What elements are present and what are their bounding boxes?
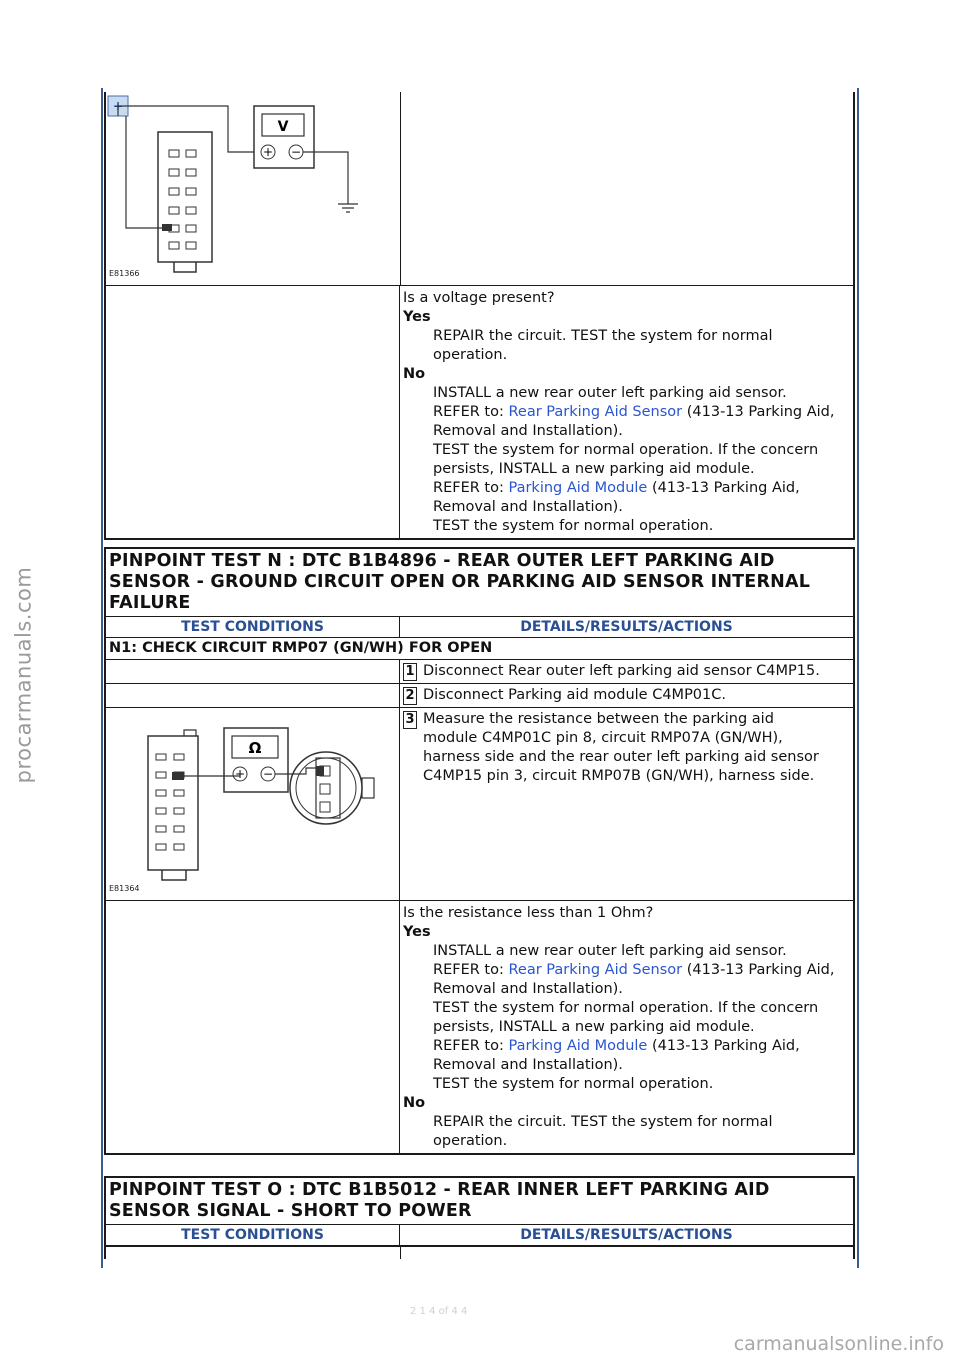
- no-action-line: TEST the system for normal operation. If the concern persists, INSTALL a new parking aid module.: [433, 442, 819, 477]
- yes-action-line: TEST the system for normal operation.: [433, 1076, 714, 1092]
- yes-action-line: INSTALL a new rear outer left parking aid sensor.: [433, 943, 787, 959]
- step-number: 3: [403, 711, 417, 729]
- voltage-figure-cell: [106, 92, 401, 285]
- no-action: REPAIR the circuit. TEST the system for normal operation.: [433, 1114, 773, 1149]
- side-watermark: procarmanuals.com: [11, 566, 36, 784]
- resistance-question: Is the resistance less than 1 Ohm?: [403, 905, 654, 921]
- bottom-watermark: carmanualsonline.info: [733, 1333, 944, 1355]
- refer-line: REFER to: Rear Parking Aid Sensor (413-13 Parking Aid, Removal and Installation).: [433, 962, 835, 997]
- parking-aid-module-link[interactable]: Parking Aid Module: [508, 1038, 648, 1054]
- refer-line: REFER to: Rear Parking Aid Sensor (413-13 Parking Aid, Removal and Installation).: [433, 404, 835, 439]
- pinpoint-test-o-table: [104, 1176, 855, 1259]
- refer-line: REFER to: Parking Aid Module (413-13 Parking Aid, Removal and Installation).: [433, 1038, 800, 1073]
- rear-parking-aid-sensor-link[interactable]: Rear Parking Aid Sensor: [508, 962, 683, 978]
- voltage-figure-row: [106, 92, 853, 286]
- yes-action-line: TEST the system for normal operation. If the concern persists, INSTALL a new parking aid module.: [433, 1000, 819, 1035]
- no-action-line: TEST the system for normal operation.: [433, 518, 714, 534]
- step-text: Disconnect Parking aid module C4MP01C.: [423, 687, 726, 703]
- column-headers: [106, 1225, 853, 1247]
- no-action-line: INSTALL a new rear outer left parking aid sensor.: [433, 385, 787, 401]
- step-text: Measure the resistance between the parking aid module C4MP01C pin 8, circuit RMP07A (GN/WH), harness side and the rear outer left parking aid sensor C4MP15 pin 3, circuit RMP07B (GN/WH), harness side.: [423, 711, 819, 784]
- frame-right-line: [857, 88, 859, 1268]
- column-headers: [106, 617, 853, 638]
- pinpoint-test-o-title: PINPOINT TEST O : DTC B1B5012 - REAR INNER LEFT PARKING AID SENSOR SIGNAL - SHORT TO POWER: [106, 1178, 853, 1225]
- yes-action: REPAIR the circuit. TEST the system for normal operation.: [433, 328, 773, 363]
- col-details-results-actions: DETAILS/RESULTS/ACTIONS: [520, 1227, 733, 1243]
- rear-parking-aid-sensor-link[interactable]: Rear Parking Aid Sensor: [508, 404, 683, 420]
- step-text: Disconnect Rear outer left parking aid sensor C4MP15.: [423, 663, 820, 679]
- col-details-results-actions: DETAILS/RESULTS/ACTIONS: [520, 619, 733, 635]
- ohmmeter-figure-cell: [106, 708, 400, 900]
- resistance-result-row: [106, 901, 853, 1153]
- svg-text:Ω: Ω: [248, 739, 262, 757]
- voltmeter-wiring-diagram: [106, 92, 398, 284]
- ohmmeter-wiring-diagram: [106, 708, 398, 898]
- svg-text:V: V: [277, 119, 289, 135]
- parking-aid-module-link[interactable]: Parking Aid Module: [508, 480, 648, 496]
- voltage-question: Is a voltage present?: [403, 290, 555, 306]
- frame-left-line: [101, 88, 103, 1268]
- step-number: 2: [403, 687, 417, 705]
- voltage-result-cell: [400, 286, 853, 538]
- resistance-result-cell: [400, 901, 853, 1153]
- voltage-check-table: [104, 92, 855, 540]
- svg-text:−: −: [262, 767, 274, 781]
- voltage-result-row: [106, 286, 853, 538]
- figure-code: E81366: [109, 269, 140, 278]
- page-number: 2 1 4 of 4 4: [410, 1306, 468, 1317]
- svg-text:−: −: [290, 145, 302, 159]
- step-number: 1: [403, 663, 417, 681]
- pinpoint-test-n-title: PINPOINT TEST N : DTC B1B4896 - REAR OUTER LEFT PARKING AID SENSOR - GROUND CIRCUIT OPEN OR PARKING AID SENSOR INTERNAL FAILURE: [106, 549, 853, 617]
- no-label: No: [403, 366, 426, 382]
- step-row: [106, 708, 853, 901]
- yes-label: Yes: [403, 924, 431, 940]
- step-n1-title: N1: CHECK CIRCUIT RMP07 (GN/WH) FOR OPEN: [106, 638, 853, 660]
- svg-text:+: +: [262, 145, 274, 159]
- figure-code: E81364: [109, 884, 140, 893]
- svg-text:+: +: [112, 99, 124, 113]
- step-row: [106, 660, 853, 684]
- col-test-conditions: TEST CONDITIONS: [106, 1225, 400, 1245]
- svg-text:+: +: [234, 767, 246, 781]
- refer-line: REFER to: Parking Aid Module (413-13 Parking Aid, Removal and Installation).: [433, 480, 800, 515]
- pinpoint-test-n-table: [104, 547, 855, 1155]
- voltage-result-left-cell: [106, 286, 400, 538]
- no-label: No: [403, 1095, 426, 1111]
- voltage-figure-empty-cell: [401, 92, 853, 285]
- step-row: [106, 684, 853, 708]
- col-test-conditions: TEST CONDITIONS: [106, 617, 400, 637]
- yes-label: Yes: [403, 309, 431, 325]
